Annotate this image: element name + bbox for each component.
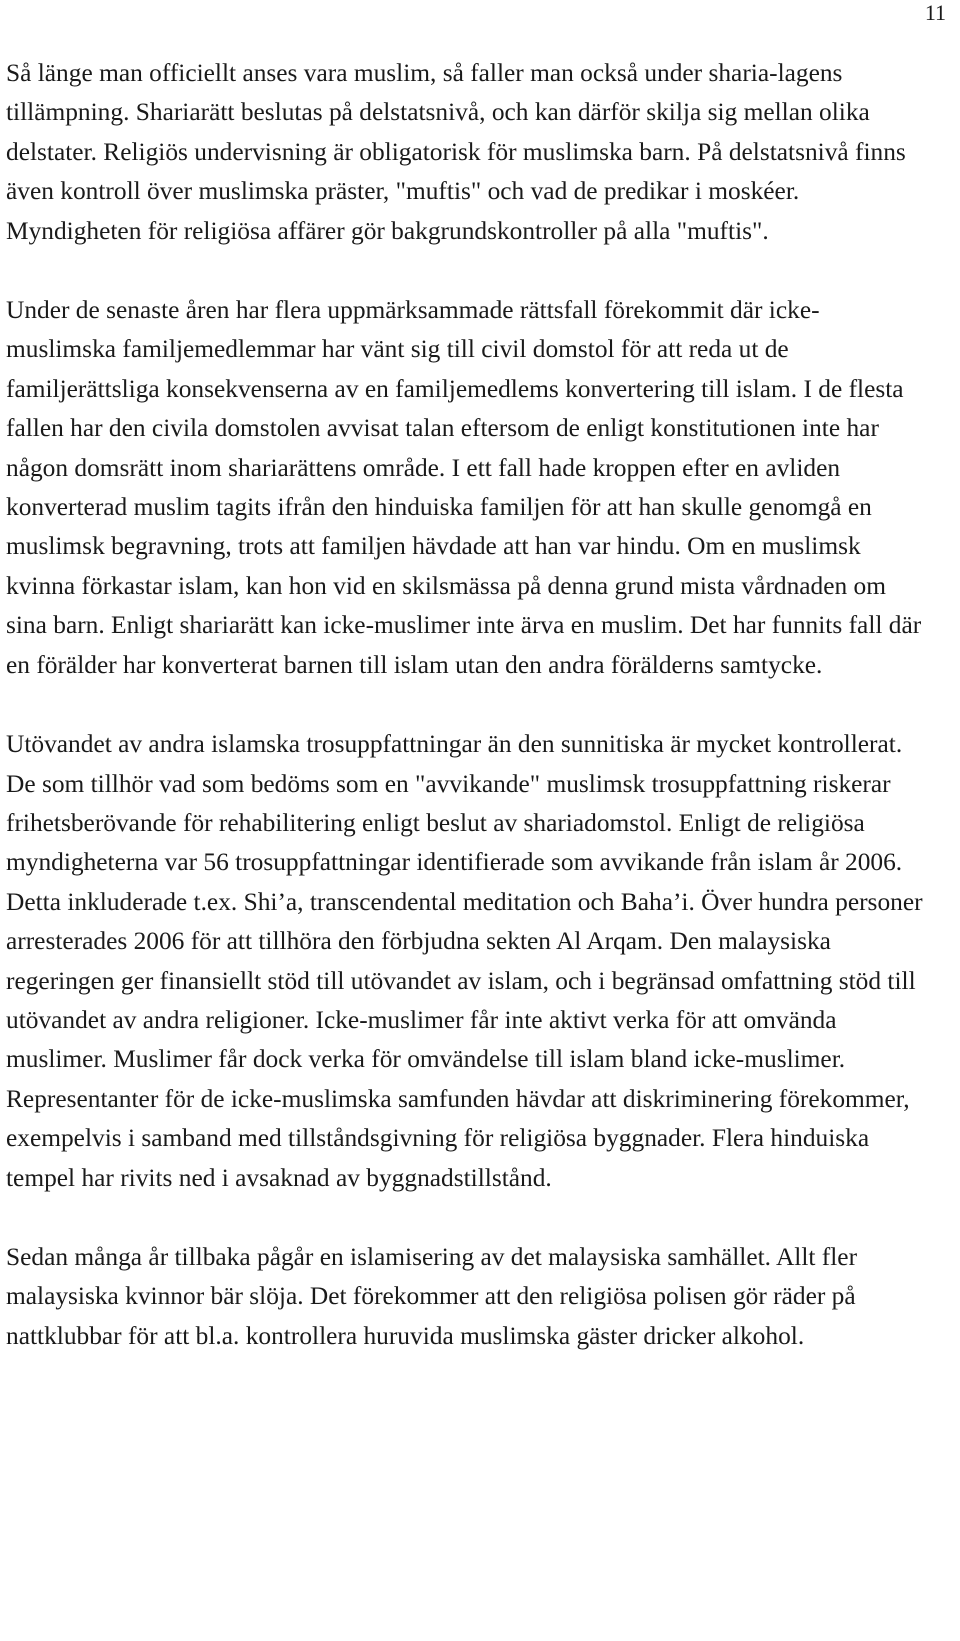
page-body — [6, 54, 926, 1356]
paragraph-sharia-application: Så länge man officiellt anses vara muslim, så faller man också under sharia-lagens tillämpning. Shariarätt beslutas på delstatsnivå, och kan därför skilja sig mellan olika delstater. Religiös undervisning är obligatorisk för muslimska barn. På delstatsnivå finns även kontroll över muslimska präster, "muftis" och vad de predikar i moskéer. Myndigheten för religiösa affärer gör bakgrundskontroller på alla "muftis". — [6, 59, 906, 245]
paragraph-deviant-beliefs: Utövandet av andra islamska trosuppfattningar än den sunnitiska är mycket kontrollerat. De som tillhör vad som bedöms som en "avvikande" muslimsk trosuppfattning riskerar frihetsberövande för rehabilitering enligt beslut av shariadomstol. Enligt de religiösa myndigheterna var 56 trosuppfattningar identifierade som avvikande från islam år 2006. Detta inkluderade t.ex. Shi’a, transcendental meditation och Baha’i. Över hundra personer arresterades 2006 för att tillhöra den förbjudna sekten Al Arqam. Den malaysiska regeringen ger finansiellt stöd till utövandet av islam, och i begränsad omfattning stöd till utövandet av andra religioner. Icke-muslimer får inte aktivt verka för att omvända muslimer. Muslimer får dock verka för omvändelse till islam bland icke-muslimer. Representanter för de icke-muslimska samfunden hävdar att diskriminering förekommer, exempelvis i samband med tillståndsgivning för religiösa byggnader. Flera hinduiska tempel har rivits ned i avsaknad av byggnadstillstånd. — [6, 730, 923, 1192]
paragraph-islamisation: Sedan många år tillbaka pågår en islamisering av det malaysiska samhället. Allt fler malaysiska kvinnor bär slöja. Det förekommer att den religiösa polisen gör räder på nattklubbar för att bl.a. kontrollera huruvida muslimska gäster dricker alkohol. — [6, 1242, 858, 1350]
page-number: 11 — [924, 0, 946, 25]
paragraph-court-cases: Under de senaste åren har flera uppmärksammade rättsfall förekommit där icke-muslimska familjemedlemmar har vänt sig till civil domstol för att reda ut de familjerättsliga konsekvenserna av en familjemedlems konvertering till islam. I de flesta fallen har den civila domstolen avvisat talan eftersom de enligt konstitutionen inte har någon domsrätt inom shariarättens område. I ett fall hade kroppen efter en avliden konverterad muslim tagits ifrån den hinduiska familjen för att han skulle genomgå en muslimsk begravning, trots att familjen hävdade att han var hindu. Om en muslimsk kvinna förkastar islam, kan hon vid en skilsmässa på denna grund mista vårdnaden om sina barn. Enligt shariarätt kan icke-muslimer inte ärva en muslim. Det har funnits fall där en förälder har konverterat barnen till islam utan den andra förälderns samtycke. — [6, 296, 922, 679]
